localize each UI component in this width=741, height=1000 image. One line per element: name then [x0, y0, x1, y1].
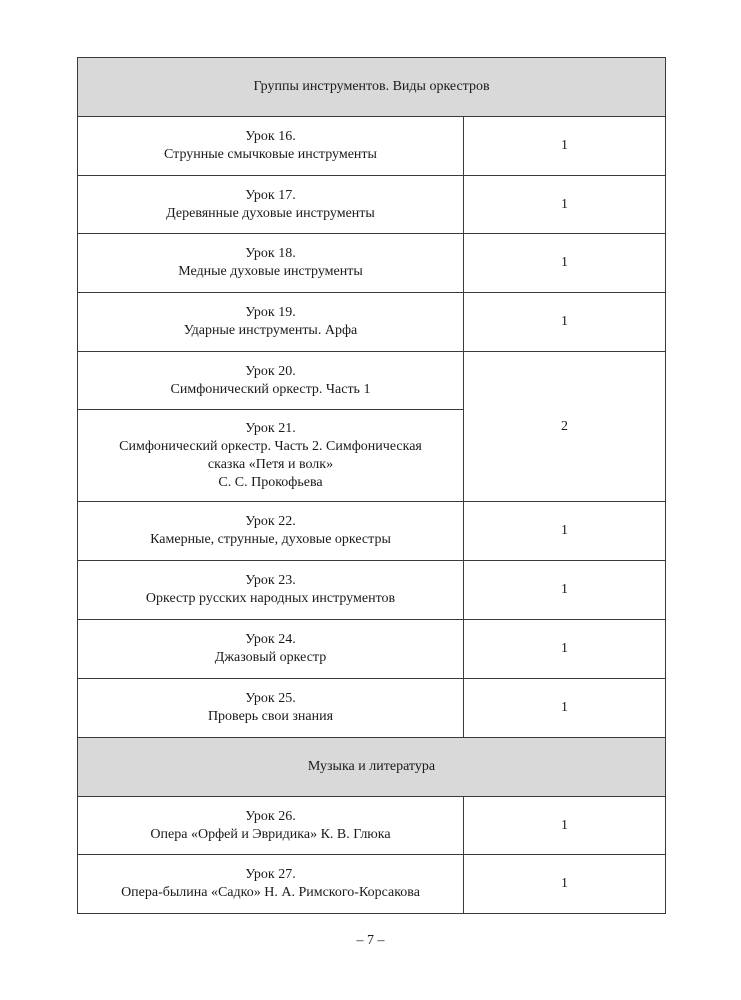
lesson-cell — [78, 502, 464, 561]
lesson-title: Проверь свои знания — [207, 709, 334, 724]
table-row — [78, 855, 666, 914]
lesson-title: Деревянные духовые инструменты — [166, 205, 375, 221]
hours-cell: 1 — [464, 502, 666, 561]
lesson-number: Урок 20. — [245, 363, 296, 379]
lesson-number: Урок 26. — [245, 808, 296, 824]
lesson-number: Урок 25. — [245, 691, 296, 706]
hours-cell: 1 — [464, 679, 666, 738]
lesson-title: Камерные, струнные, духовые оркестры — [150, 532, 391, 547]
lesson-cell — [78, 410, 464, 502]
hours-cell: 1 — [464, 797, 666, 855]
lesson-number: Урок 19. — [245, 305, 296, 320]
page-number: – 7 – — [356, 933, 385, 948]
table-row — [78, 117, 666, 176]
lesson-number: Урок 21. — [245, 420, 296, 436]
lesson-cell — [78, 620, 464, 679]
hours-cell: 1 — [464, 176, 666, 234]
lesson-number: Урок 27. — [245, 867, 296, 882]
lesson-number: Урок 16. — [245, 129, 296, 144]
section-heading: Музыка и литература — [78, 738, 666, 797]
lesson-number: Урок 22. — [245, 514, 296, 529]
hours-cell: 1 — [464, 293, 666, 352]
table-row — [78, 620, 666, 679]
lesson-number: Урок 17. — [245, 187, 296, 203]
lesson-title: С. С. Прокофьева — [218, 474, 323, 490]
lesson-title: Оркестр русских народных инструментов — [145, 591, 396, 606]
hours-cell: 1 — [464, 620, 666, 679]
table-row — [78, 234, 666, 293]
table-row — [78, 293, 666, 352]
table-row — [78, 352, 666, 410]
lesson-title: сказка «Петя и волк» — [207, 456, 334, 472]
lesson-number: Урок 23. — [245, 573, 296, 588]
lesson-cell — [78, 117, 464, 176]
lesson-title: Медные духовые инструменты — [178, 264, 363, 279]
lesson-cell — [78, 855, 464, 914]
hours-cell: 1 — [464, 561, 666, 620]
lesson-cell — [78, 176, 464, 234]
lesson-title: Джазовый оркестр — [214, 650, 327, 665]
table-row — [78, 797, 666, 855]
hours-cell: 2 — [464, 352, 666, 502]
lesson-title: Струнные смычковые инструменты — [164, 147, 377, 162]
lesson-title: Симфонический оркестр. Часть 2. Симфоническая — [119, 438, 422, 454]
lesson-number: Урок 18. — [245, 246, 296, 261]
lesson-cell — [78, 234, 464, 293]
lesson-cell — [78, 679, 464, 738]
lessons-table — [77, 57, 666, 914]
lesson-title: Симфонический оркестр. Часть 1 — [170, 381, 371, 397]
lesson-title: Опера-былина «Садко» Н. А. Римского-Корсакова — [121, 885, 420, 900]
section-row — [78, 738, 666, 797]
lesson-number: Урок 24. — [245, 632, 296, 647]
hours-cell: 1 — [464, 855, 666, 914]
lesson-title: Опера «Орфей и Эвридика» К. В. Глюка — [150, 826, 391, 842]
section-row — [78, 58, 666, 117]
lesson-cell — [78, 293, 464, 352]
lesson-title: Ударные инструменты. Арфа — [183, 323, 358, 338]
lesson-cell — [78, 352, 464, 410]
table-row — [78, 502, 666, 561]
hours-cell: 1 — [464, 234, 666, 293]
lesson-cell — [78, 797, 464, 855]
section-heading: Группы инструментов. Виды оркестров — [78, 58, 666, 117]
table-row — [78, 176, 666, 234]
table-row — [78, 679, 666, 738]
hours-cell: 1 — [464, 117, 666, 176]
table-row — [78, 561, 666, 620]
lesson-cell — [78, 561, 464, 620]
